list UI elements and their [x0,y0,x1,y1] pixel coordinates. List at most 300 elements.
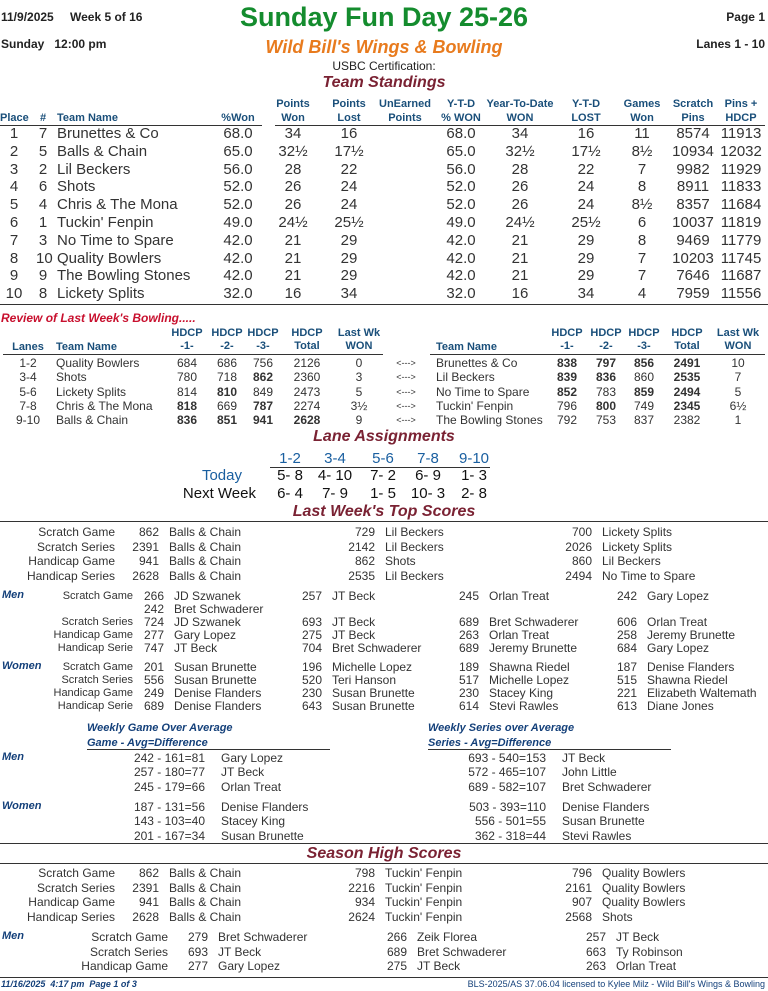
col-games-won: Games Won [623,98,661,124]
men-top-c4-score: 684 [616,641,637,655]
standings-sp: 10934 [672,142,714,160]
standings-place: 7 [9,231,19,249]
review-t1: Chris & The Mona [56,398,153,413]
standings-gw: 4 [637,285,647,303]
men-series-over-avg-name: John Little [562,765,617,780]
review-a2: 851 [216,413,238,428]
review-lanes: 5-6 [19,384,37,399]
next-week-label: Next Week [182,485,256,502]
women-top-c4-name: Denise Flanders [647,660,735,674]
standings-ytdw: 32½ [505,142,535,160]
standings-ytdw: 21 [511,267,529,285]
standings-team: Lil Beckers [57,160,131,178]
standings-place: 3 [9,160,19,178]
team-season-c3-score: 796 [571,866,592,880]
women-top-c2-name: Michelle Lopez [332,660,413,674]
team-top-c3-score: 700 [571,525,592,539]
team-top-c3-name: No Time to Spare [602,568,696,583]
standings-place: 1 [9,125,19,142]
standings-team: No Time to Spare [57,231,174,249]
review-a3: 862 [252,370,274,385]
review-lanes: 7-8 [19,398,37,413]
standings-place: 5 [9,196,19,214]
standings-gw: 8 [637,231,647,249]
game-over-avg-rule [87,749,330,750]
review-t1: Balls & Chain [56,413,129,428]
review-b1: 792 [556,413,578,428]
men-top-c2-name: JT Beck [332,615,376,629]
rv-col-hdcp3b: HDCP -3- [628,327,660,352]
men-top-c3-score: 689 [458,641,479,655]
standings-place: 2 [9,142,19,160]
standings-ph: 11687 [720,267,762,285]
women-top-c4-score: 515 [616,672,637,687]
review-a1: 836 [176,413,198,428]
review-b2: 836 [595,370,617,385]
standings-ytdp: 32.0 [446,285,476,303]
review-a2: 686 [216,356,238,370]
standings-sp: 9982 [676,160,710,178]
men-series-over-avg-calc: 572 - 465=107 [468,765,546,780]
standings-pl: 24 [340,178,358,196]
standings-team: Quality Bowlers [57,249,162,267]
standings-pct: 52.0 [223,196,253,214]
standings-ytdp: 65.0 [446,142,476,160]
next-week-assignment: 7- 9 [322,485,348,502]
team-season-c1-name: Balls & Chain [169,909,242,924]
team-season-c3-score: 2568 [565,909,592,924]
team-season-c2-score: 2624 [348,909,375,924]
review-at: 2274 [293,398,321,413]
standings-ph: 11929 [720,160,762,178]
versus-arrow: <---> [396,358,416,368]
men-series-over-avg-calc: 689 - 582=107 [468,779,546,794]
team-top-c1-name: Balls & Chain [169,525,242,539]
col-team: Team Name [57,112,118,124]
men-season-c2-score: 275 [386,959,407,973]
team-season-c3-name: Shots [602,909,633,924]
standings-ytdw: 34 [511,125,529,142]
standings-pw: 16 [284,285,302,303]
women-series-over-avg-calc: 556 - 501=55 [474,814,546,829]
series-over-avg-sub: Series - Avg=Difference [428,737,552,749]
women-top-c3-score: 517 [458,672,479,687]
standings-team: Tuckin' Fenpin [57,214,154,231]
team-season-c1-score: 2391 [132,880,159,895]
review-a3: 849 [252,384,274,399]
review-title: Review of Last Week's Bowling..... [1,311,196,325]
rv-col-hdcp1: HDCP -1- [171,327,203,352]
review-b2: 800 [595,398,617,413]
standings-team: Lickety Splits [57,285,145,303]
series-over-avg-title: Weekly Series over Average [428,722,575,734]
women-series-over-avg-name: Stevi Rawles [562,828,632,843]
standings-gw: 7 [637,160,647,178]
women-game-over-avg-name: Susan Brunette [221,828,304,843]
women-game-over-avg-calc: 187 - 131=56 [133,800,205,814]
team-top-c2-name: Shots [385,554,416,568]
rv-col-lastwk: Last Wk WON [337,327,381,352]
standings-ytdl: 22 [577,160,595,178]
standings-pct: 56.0 [223,160,253,178]
women-series-over-avg-name: Susan Brunette [562,814,645,829]
standings-pl: 25½ [334,214,364,231]
rv-col-hdcp1b: HDCP -1- [551,327,583,352]
standings-title: Team Standings [322,74,446,91]
standings-team: Chris & The Mona [57,196,178,214]
standings-ytdp: 52.0 [446,196,476,214]
review-bw: 10 [731,356,745,370]
women-top-c1-score: 689 [143,698,164,713]
rv-col-hdcp2: HDCP -2- [211,327,243,352]
standings-pl: 22 [340,160,358,178]
next-week-assignment: 6- 4 [277,485,303,502]
review-a2: 669 [216,398,238,413]
standings-gw: 8½ [631,196,653,214]
team-top-c1-name: Balls & Chain [169,539,242,554]
women-top-c3-name: Shawna Riedel [489,660,570,674]
standings-row [0,214,768,232]
standings-ytdl: 34 [577,285,595,303]
standings-sp: 10203 [672,249,714,267]
standings-ytdw: 16 [511,285,529,303]
men-season-c3-score: 263 [585,959,606,973]
men-label: Men [2,930,24,942]
men-top-c4-name: Gary Lopez [647,641,710,655]
team-top-c1-score: 941 [138,554,159,568]
men-series-over-avg-name: Bret Schwaderer [562,779,652,794]
today-assignment: 5- 8 [277,467,303,484]
review-bt: 2535 [673,370,701,385]
review-a1: 814 [176,384,198,399]
men-season-c3-name: Orlan Treat [616,959,677,973]
team-season-c2-name: Tuckin' Fenpin [385,866,463,880]
men-top-c1-score: 277 [143,628,164,642]
review-b2: 783 [595,384,617,399]
standings-ytdp: 52.0 [446,178,476,196]
men-top-c1-name: JD Szwanek [174,589,241,603]
men-top-c4-name: Jeremy Brunette [647,628,736,642]
men-season-c2-name: Bret Schwaderer [417,944,507,959]
review-rule-left [3,354,383,355]
men-top-c3-name: Orlan Treat [489,589,550,603]
review-t2: The Bowling Stones [436,413,543,428]
men-top-c4-score: 258 [616,628,637,642]
standings-num: 1 [38,214,48,231]
divider [0,843,768,844]
standings-row [0,161,768,179]
men-top-c2-score: 704 [301,641,322,655]
rv-col-hdcp2b: HDCP -2- [590,327,622,352]
standings-pw: 24½ [278,214,308,231]
review-t2: Lil Beckers [436,370,495,385]
col-points-won: Points Won [276,98,310,124]
women-game-over-avg-name: Denise Flanders [221,800,309,814]
review-b2: 753 [595,413,617,428]
men-top-c2-name: JT Beck [332,628,376,642]
versus-arrow: <---> [396,415,416,426]
review-rule-right [430,354,765,355]
men-top-c2-score: 257 [301,589,322,603]
review-t1: Lickety Splits [56,384,127,399]
women-top-c4-name: Shawna Riedel [647,672,728,687]
women-top-c2-name: Susan Brunette [332,685,415,700]
standings-num: 7 [38,125,48,142]
team-season-label: Scratch Series [36,880,115,895]
rv-col-team2: Team Name [436,341,497,353]
men-top-c3-name: Jeremy Brunette [489,641,578,655]
men-season-c2-name: Zeik Florea [417,930,478,944]
women-game-over-avg-calc: 201 - 167=34 [133,828,205,843]
standings-ytdl: 24 [577,178,595,196]
col-ytd-won: Year-To-Date WON [486,98,554,124]
review-b1: 839 [556,370,578,385]
review-a3: 941 [252,413,274,428]
review-row [0,399,768,413]
team-top-label: Scratch Series [36,539,115,554]
men-season-c1-score: 279 [187,930,208,944]
team-season-c3-name: Quality Bowlers [602,880,686,895]
men-top-c4-score: 242 [616,589,637,603]
top-scores-title: Last Week's Top Scores [292,503,476,520]
col-place: Place [0,112,29,124]
standings-ytdl: 17½ [571,142,601,160]
team-top-c3-score: 2494 [565,568,592,583]
review-bw: 5 [734,384,742,399]
standings-gw: 6 [637,214,647,231]
review-lanes: 3-4 [19,370,37,385]
standings-ytdl: 25½ [571,214,601,231]
standings-pl: 29 [340,249,358,267]
standings-ytdw: 21 [511,249,529,267]
team-season-c1-name: Balls & Chain [169,880,242,895]
review-b3: 856 [633,356,655,370]
women-top-c3-name: Stevi Rawles [489,698,559,713]
women-top-label: Scratch Game [62,661,133,673]
standings-ytdw: 26 [511,178,529,196]
season-high-title: Season High Scores [306,845,462,862]
women-top-c1-name: Susan Brunette [174,672,257,687]
col-pct-won: %Won [221,112,255,124]
women-game-over-avg-calc: 143 - 103=40 [133,814,205,829]
team-season-c3-name: Quality Bowlers [602,895,686,909]
review-b2: 797 [595,356,617,370]
men-game-over-avg-calc: 242 - 161=81 [133,751,205,765]
review-t2: Brunettes & Co [436,356,518,370]
col-num: # [39,112,47,124]
page-title: Sunday Fun Day 25-26 [239,2,529,32]
col-unearned: UnEarned Points [379,98,431,124]
review-bt: 2491 [673,356,701,370]
team-season-c1-score: 862 [138,866,159,880]
standings-ytdl: 29 [577,231,595,249]
women-top-c4-name: Elizabeth Waltemath [647,685,757,700]
women-series-over-avg-calc: 362 - 318=44 [474,828,546,843]
men-top-c1-score: 266 [143,589,164,603]
team-top-label: Handicap Series [26,568,115,583]
rv-col-total: HDCP Total [291,327,323,352]
next-week-assignment: 1- 5 [370,485,396,502]
today-assignment: 6- 9 [415,467,441,484]
standings-gw: 7 [637,249,647,267]
men-season-c3-name: JT Beck [616,930,660,944]
lane-assignments-title: Lane Assignments [313,428,455,445]
review-bw: 7 [734,370,742,385]
men-top-c1-name: JD Szwanek [174,615,241,629]
team-season-c2-name: Tuckin' Fenpin [385,909,463,924]
lane-header: 3-4 [324,450,346,467]
men-season-c2-score: 689 [386,944,407,959]
standings-place: 6 [9,214,19,231]
standings-ytdp: 42.0 [446,231,476,249]
review-lanes: 9-10 [15,413,41,428]
review-t1: Quality Bowlers [56,356,140,370]
divider [0,863,768,864]
standings-ytdl: 24 [577,196,595,214]
rv-col-lanes: Lanes [12,341,44,353]
men-season-c1-name: Gary Lopez [218,959,281,973]
review-aw: 9 [355,413,363,428]
women-top-c4-name: Diane Jones [647,698,714,713]
team-top-c1-score: 862 [138,525,159,539]
standings-ph: 11556 [720,285,762,303]
standings-num: 5 [38,142,48,160]
today-assignment: 1- 3 [461,467,487,484]
standings-row [0,125,768,143]
women-top-label: Scratch Series [61,673,133,686]
page-number: Page 1 [726,10,765,24]
game-over-avg-title: Weekly Game Over Average [87,722,233,734]
team-top-c2-name: Lil Beckers [385,525,444,539]
team-top-c1-name: Balls & Chain [169,554,242,568]
footer-rule [0,977,768,978]
standings-pct: 42.0 [223,249,253,267]
series-over-avg-rule [428,749,671,750]
col-scratch-pins: Scratch Pins [672,98,714,124]
review-row [0,370,768,384]
standings-gw: 7 [637,267,647,285]
men-top-c3-name: Orlan Treat [489,628,550,642]
men-top-c1-score: 724 [143,615,164,629]
lane-header: 9-10 [458,450,490,467]
standings-sp: 10037 [672,214,714,231]
rv-col-hdcp3: HDCP -3- [247,327,279,352]
standings-num: 2 [38,160,48,178]
team-season-c1-name: Balls & Chain [169,866,242,880]
men-season-c1-score: 693 [187,944,208,959]
review-b3: 859 [633,384,655,399]
standings-row [0,285,768,303]
team-top-c2-name: Lil Beckers [385,539,444,554]
review-b3: 860 [633,370,655,385]
review-a2: 718 [216,370,238,385]
women-top-c4-score: 221 [616,685,637,700]
men-top-c1-score: 242 [143,602,164,616]
standings-ph: 11684 [720,196,762,214]
review-lanes: 1-2 [19,356,37,370]
standings-row [0,250,768,268]
men-season-c3-score: 663 [585,944,606,959]
review-bt: 2494 [673,384,701,399]
standings-place: 9 [9,267,19,285]
team-top-c1-name: Balls & Chain [169,568,242,583]
review-a2: 810 [216,384,238,399]
standings-ytdw: 24½ [505,214,535,231]
standings-ytdp: 42.0 [446,267,476,285]
standings-ytdp: 56.0 [446,160,476,178]
footer-right: BLS-2025/AS 37.06.04 licensed to Kylee Milz - Wild Bill's Wings & Bowling [467,979,765,989]
men-game-over-avg-name: JT Beck [221,765,265,780]
men-season-label: Scratch Series [89,944,168,959]
standings-num: 8 [38,285,48,303]
review-b3: 837 [633,413,655,428]
men-top-c4-name: Gary Lopez [647,589,710,603]
men-top-c1-name: JT Beck [174,641,218,655]
review-aw: 0 [355,356,363,370]
standings-pl: 29 [340,267,358,285]
standings-num: 3 [38,231,48,249]
women-top-c1-name: Susan Brunette [174,660,257,674]
team-season-c1-score: 941 [138,895,159,909]
women-top-c2-score: 520 [301,672,322,687]
review-bt: 2382 [673,413,701,428]
team-season-c2-name: Tuckin' Fenpin [385,895,463,909]
team-top-c3-name: Lil Beckers [602,554,661,568]
men-label: Men [2,589,24,601]
team-season-c2-score: 934 [354,895,375,909]
men-season-c1-score: 277 [187,959,208,973]
standings-ytdw: 26 [511,196,529,214]
usbc-cert: USBC Certification: [332,59,436,73]
standings-team: The Bowling Stones [57,267,191,285]
rv-col-team: Team Name [56,341,117,353]
review-at: 2360 [293,370,321,385]
standings-pw: 26 [284,196,302,214]
men-season-label: Scratch Game [91,930,168,944]
women-game-over-avg-name: Stacey King [221,814,286,829]
women-top-c3-name: Stacey King [489,685,554,700]
review-at: 2126 [293,356,321,370]
game-over-avg-sub: Game - Avg=Difference [87,737,208,749]
men-top-label: Scratch Series [61,616,133,628]
men-top-c1-score: 747 [143,641,164,655]
team-season-label: Handicap Game [28,895,115,909]
men-label: Men [2,751,24,763]
team-top-c3-name: Lickety Splits [602,539,673,554]
standings-ph: 11779 [720,231,762,249]
standings-team: Brunettes & Co [57,125,159,142]
standings-ph: 11913 [720,125,762,142]
standings-ytdl: 16 [577,125,595,142]
review-a3: 787 [252,398,274,413]
women-top-c1-name: Denise Flanders [174,685,262,700]
versus-arrow: <---> [396,386,416,397]
day-time: Sunday 12:00 pm [1,37,107,51]
standings-ytdl: 29 [577,267,595,285]
men-season-c1-name: JT Beck [218,944,262,959]
standings-gw: 8½ [631,142,653,160]
standings-pct: 52.0 [223,178,253,196]
standings-place: 10 [5,285,23,303]
standings-sp: 7959 [676,285,710,303]
review-row [0,356,768,370]
team-top-c1-score: 2628 [132,568,159,583]
standings-row [0,267,768,285]
lane-header: 7-8 [417,450,439,467]
men-top-c2-name: JT Beck [332,589,376,603]
review-t2: Tuckin' Fenpin [436,398,514,413]
men-top-label: Handicap Serie [57,642,133,654]
